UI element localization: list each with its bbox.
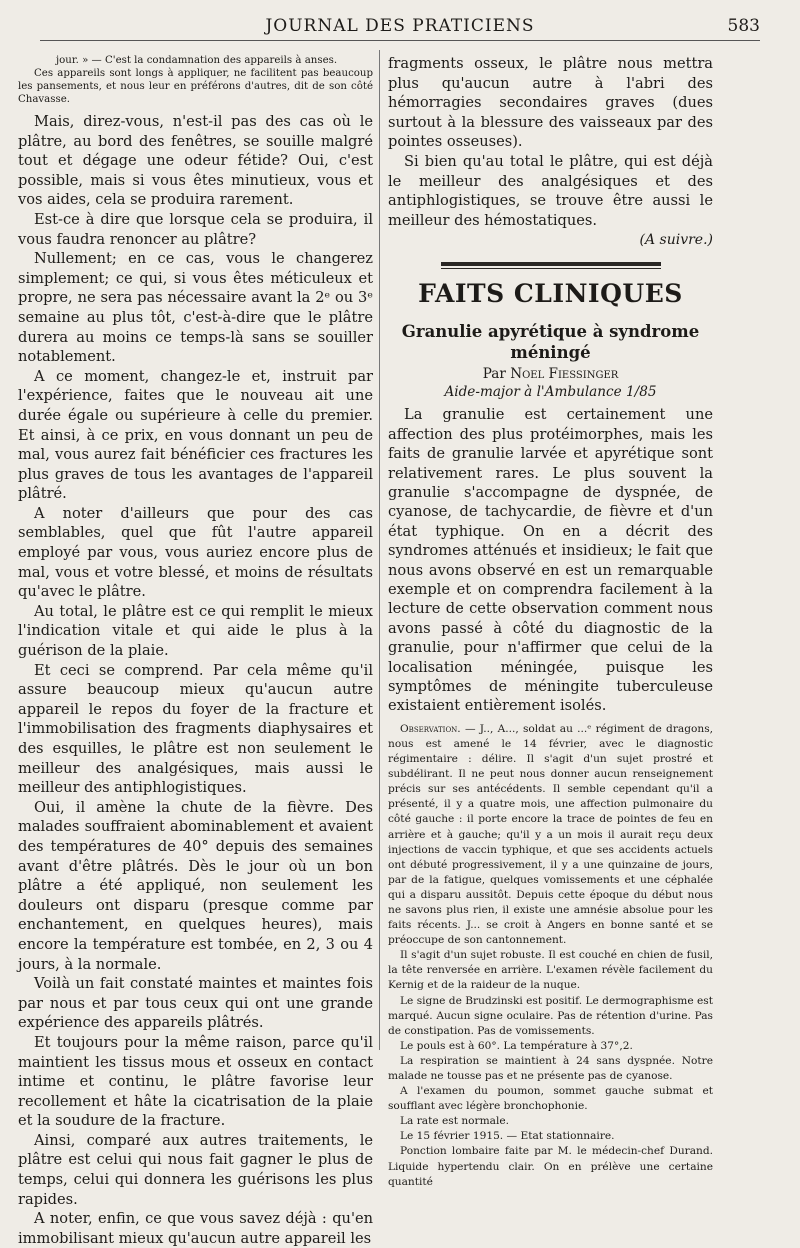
- paragraph: fragments osseux, le plâtre nous mettra plus qu'aucun autre à l'abri des hémorragies secondaires graves (dues surtout à la blessure des vaisseaux par des pointes osseuses).: [388, 55, 713, 151]
- left-body: [18, 112, 373, 1248]
- author-affiliation: Aide-major à l'Ambulance 1/85: [444, 384, 657, 401]
- paragraph: Au total, le plâtre est ce qui remplit le mieux l'indication vitale et qui aide le plus à la guérison de la plaie.: [18, 602, 373, 660]
- paragraph: A ce moment, changez-le et, instruit par l'expérience, faites que le nouveau ait une durée égale ou supérieure à celle du premier. Et ainsi, à ce prix, en vous donnant un peu de mal, vous aurez fait bénéficier ces fractures les plus graves de tous les avantages de l'appareil plâtré.: [18, 367, 373, 503]
- paragraph: La granulie est certainement une affection des plus protéimorphes, mais les faits de granulie larvée et apyrétique sont relativement rares. Le plus souvent la granulie s'accompagne de dyspnée, de cyanose, de tachycardie, de fièvre et d'un état typhique. On en a décrit des syndromes atténués et insidieux; le fait que nous avons observé en est un remarquable exemple et on comprendra facilement à la lecture de cette observation comment nous avons passé à côté du diagnostic de la granulie, pour n'affirmer que celui de la localisation méningée, puisque les symptômes de méningite tuberculeuse existaient entièrement isolés.: [388, 406, 713, 715]
- page-number: 583: [727, 16, 760, 36]
- section-title: FAITS CLINIQUES: [418, 279, 683, 309]
- paragraph: Mais, direz-vous, n'est-il pas des cas où le plâtre, au bord des fenêtres, se souille malgré tout et dégage une odeur fétide? Oui, c'est possible, mais si vous êtes minutieux, vous et vos aides, cela se produira rarement.: [18, 113, 373, 209]
- to-be-continued: (A suivre.): [639, 232, 713, 249]
- journal-title: JOURNAL DES PRATICIENS: [265, 16, 535, 36]
- article-intro: [388, 405, 713, 716]
- paragraph: Voilà un fait constaté maintes et maintes fois par nous et par tous ceux qui ont une grande expérience des appareils plâtrés.: [18, 975, 373, 1032]
- observation-label: Observation.: [400, 722, 461, 735]
- continuation-text: [388, 54, 713, 230]
- paragraph: Oui, il amène la chute de la fièvre. Des malades souffraient abominablement et avaient des températures de 40° depuis des semaines avant d'être plâtrés. Dès le jour où un bon plâtre a été appliqué, non seulement les douleurs ont disparu (presque comme par enchantement, en quelques heures), mais encore la température est tombée, en 2, 3 ou 4 jours, à la normale.: [18, 798, 373, 973]
- observation-paragraph: Il s'agit d'un sujet robuste. Il est couché en chien de fusil, la tête renversée en arrière. L'examen révèle facilement du Kernig et de la raideur de la nuque.: [388, 949, 713, 992]
- right-column: [388, 54, 713, 1190]
- observation-block: [388, 722, 713, 1190]
- article-title: Granulie apyrétique à syndrome méningé: [401, 322, 700, 363]
- observation-paragraph: Le 15 février 1915. — Etat stationnaire.: [400, 1130, 615, 1143]
- observation-paragraph: La respiration se maintient à 24 sans dyspnée. Notre malade ne tousse pas et ne présente pas de cyanose.: [388, 1054, 713, 1082]
- paragraph: Est-ce à dire que lorsque cela se produira, il vous faudra renoncer au plâtre?: [18, 210, 373, 248]
- left-column: [18, 54, 373, 1248]
- column-divider: [379, 50, 380, 1050]
- paragraph: Et ceci se comprend. Par cela même qu'il assure beaucoup mieux qu'aucun autre appareil le repos du foyer de la fracture et l'immobilisation des fragments diaphysaires et des esquilles, le plâtre est non seulement le meilleur des analgésiques, mais aussi le meilleur des antiphlogistiques.: [18, 661, 373, 797]
- section-rule-thick: [441, 262, 661, 266]
- running-header: [40, 10, 760, 41]
- note-line: jour. » — C'est la condamnation des appareils à anses.: [56, 55, 338, 66]
- section-rule-thin: [441, 268, 661, 269]
- observation-paragraph: [388, 722, 713, 948]
- author-name: Noel Fiessinger: [510, 366, 619, 383]
- observation-paragraph: Ponction lombaire faite par M. le médecin-chef Durand. Liquide hypertendu clair. On en prélève une certaine quantité: [388, 1145, 713, 1188]
- observation-paragraph: Le pouls est à 60°. La température à 37°,2.: [400, 1039, 633, 1052]
- observation-paragraph: A l'examen du poumon, sommet gauche submat et soufflant avec légère bronchophonie.: [388, 1085, 713, 1113]
- byline: [388, 365, 713, 383]
- paragraph: Si bien qu'au total le plâtre, qui est déjà le meilleur des analgésiques et des antiphlogistiques, se trouve être aussi le meilleur des hémostatiques.: [388, 152, 713, 229]
- byline-prefix: Par: [482, 366, 506, 383]
- note-line: Ces appareils sont longs à appliquer, ne facilitent pas beaucoup les pansements, et nous leur en préférons d'autres, dit de son côté Chavasse.: [18, 68, 373, 105]
- paragraph: Et toujours pour la même raison, parce qu'il maintient les tissus mous et osseux en contact intime et continu, le plâtre favorise leur recollement et hâte la cicatrisation de la plaie et la soudure de la fracture.: [18, 1033, 373, 1130]
- paragraph: A noter, enfin, ce que vous savez déjà : qu'en immobilisant mieux qu'aucun autre appareil les: [18, 1210, 373, 1247]
- paragraph: Nullement; en ce cas, vous le changerez simplement; ce qui, si vous êtes méticuleux et propre, ne sera pas nécessaire avant la 2ᵉ ou 3ᵉ semaine au plus tôt, c'est-à-dire que le plâtre durera au moins ce temps-là sans se souiller notablement.: [18, 250, 373, 366]
- footnote-quote: [18, 54, 373, 106]
- paragraph: A noter d'ailleurs que pour des cas semblables, quel que fût l'autre appareil employé par vous, vous auriez encore plus de mal, vous et votre blessé, et moins de résultats qu'avec le plâtre.: [18, 504, 373, 601]
- paragraph: Ainsi, comparé aux autres traitements, le plâtre est celui qui nous fait gagner le plus de temps, celui qui donnera les guérisons les plus rapides.: [18, 1131, 373, 1208]
- observation-paragraph: Le signe de Brudzinski est positif. Le dermographisme est marqué. Aucun signe oculaire. Pas de rétention d'urine. Pas de constipation. Pas de vomissements.: [388, 994, 713, 1037]
- observation-text: — J.., A..., soldat au ...ᵉ régiment de dragons, nous est amené le 14 février, avec le diagnostic régimentaire : délire. Il s'agit d'un sujet prostré et subdélirant. Il ne peut nous donner aucun renseignement précis sur ses antécédents. Il semble cependant qu'il a présenté, il y a quatre mois, une affection pulmonaire du côté gauche : il porte encore la trace de pointes de feu en arrière et à gauche; qu'il y a un mois il aurait reçu deux injections de vaccin typhique, et que ses accidents actuels ont débuté progressivement, il y a une quinzaine de jours, par de la fatigue, quelques vomissements et une céphalée qui a disparu aussitôt. Depuis cette époque du début nous ne savons plus rien, il existe une amnésie absolue pour les faits récents. J... se croit à Angers en bonne santé et se préoccupe de son cantonnement.: [388, 722, 713, 947]
- observation-paragraph: La rate est normale.: [400, 1115, 509, 1128]
